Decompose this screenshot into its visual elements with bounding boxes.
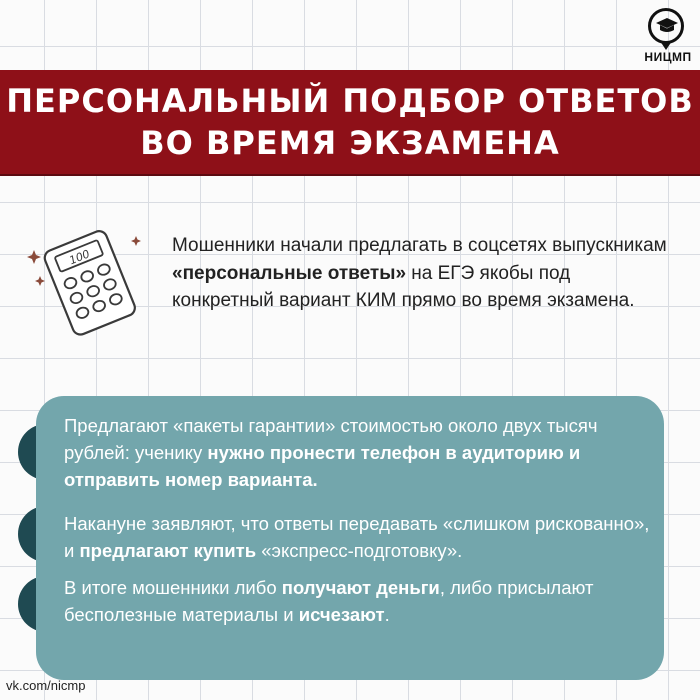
paragraph-text: В итоге мошенники либо (64, 577, 282, 598)
calculator-display: 100 (67, 247, 92, 268)
title-banner (0, 70, 700, 176)
calculator-icon (22, 228, 152, 338)
intro-text-part: на ЕГЭ якобы под конкретный вариант КИМ прямо во время экзамена. (172, 262, 635, 311)
intro-text-part: Мошенники начали предлагать в соцсетях выпускникам (172, 235, 667, 256)
paragraph-text: «экспресс-подготовку». (256, 540, 463, 561)
intro-highlight: «персональные ответы» (172, 262, 407, 284)
logo (640, 8, 696, 68)
paragraph-highlight: получают деньги (281, 577, 440, 598)
paragraph-highlight: исчезают (298, 604, 385, 625)
graduation-cap-icon (655, 17, 679, 35)
paragraph-text: Накануне заявляют, что ответы передавать «слишком рискованно», и (64, 513, 650, 561)
footer-source-link[interactable]: vk.com/nicmp (6, 678, 86, 693)
paragraph-highlight: предлагают купить (79, 540, 257, 561)
card-paragraph-2 (64, 510, 664, 564)
page-title (0, 80, 700, 164)
paragraph-text: Предлагают «пакеты гарантии» стоимостью около двух тысяч рублей: ученику (64, 415, 598, 463)
logo-text: НИЦМП (644, 50, 692, 64)
card-paragraph-3 (64, 574, 664, 628)
paragraph-highlight: нужно пронести телефон в аудиторию и отправить номер варианта. (64, 442, 581, 490)
card-paragraph-1 (64, 412, 664, 493)
intro-text (172, 232, 672, 315)
title-line-2: ВО ВРЕМЯ ЭКЗАМЕНА (140, 124, 560, 162)
paragraph-text: , либо присылают бесполезные материалы и (64, 577, 594, 625)
paragraph-text: . (384, 604, 390, 625)
title-line-1: ПЕРСОНАЛЬНЫЙ ПОДБОР ОТВЕТОВ (6, 82, 694, 120)
